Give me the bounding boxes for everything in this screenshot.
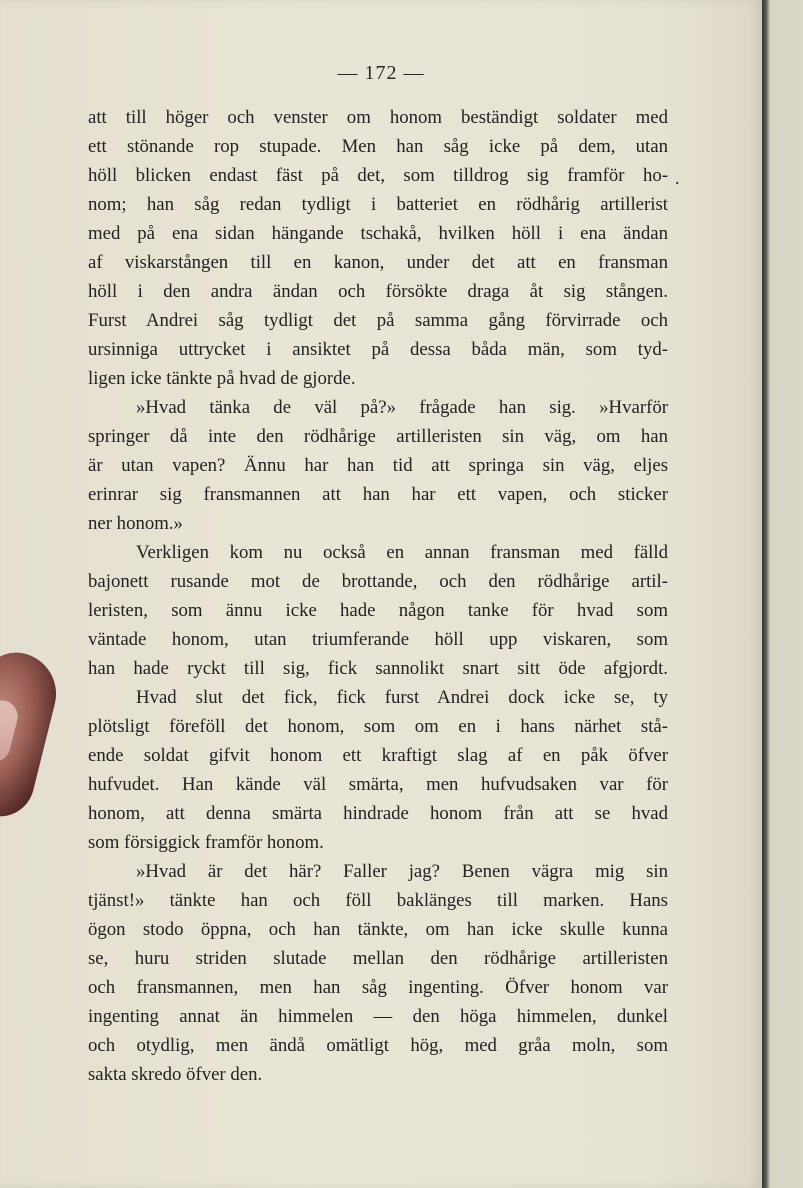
text-line: hufvudet. Han kände väl smärta, men hufvudsaken var för — [88, 774, 668, 795]
text-line: höll i den andra ändan och försökte draga åt sig stången. — [88, 281, 668, 302]
text-line: höll blicken endast fäst på det, som tilldrog sig framför ho- — [88, 165, 668, 186]
text-line: han hade ryckt till sig, fick sannolikt snart sitt öde afgjordt. — [88, 658, 668, 679]
page-number: — 172 — — [337, 62, 425, 84]
text-line: med på ena sidan hängande tschakå, hvilken höll i ena ändan — [88, 223, 668, 244]
text-line: ett stönande rop stupade. Men han såg icke på dem, utan — [88, 136, 668, 157]
text-line: bajonett rusande mot de brottande, och den rödhårige artil- — [88, 571, 668, 592]
text-line: honom, att denna smärta hindrade honom från att se hvad — [88, 803, 668, 824]
text-line: »Hvad tänka de väl på?» frågade han sig. »Hvarför — [136, 397, 668, 418]
text-line: tjänst!» tänkte han och föll baklänges till marken. Hans — [88, 890, 668, 911]
text-line: väntade honom, utan triumferande höll upp viskaren, som — [88, 629, 668, 650]
text-line: springer då inte den rödhårige artilleristen sin väg, om han — [88, 426, 668, 447]
text-line: att till höger och venster om honom beständigt soldater med — [88, 107, 668, 128]
text-line: nom; han såg redan tydligt i batteriet en rödhårig artillerist — [88, 194, 668, 215]
text-line: af viskarstången till en kanon, under det att en fransman — [88, 252, 668, 273]
text-line: och otydlig, men ändå omätligt hög, med gråa moln, som — [88, 1035, 668, 1056]
text-line: ner honom.» — [88, 513, 183, 534]
text-line: ögon stodo öppna, och han tänkte, om han icke skulle kunna — [88, 919, 668, 940]
text-line: se, huru striden slutade mellan den rödhårige artilleristen — [88, 948, 668, 969]
text-line: erinrar sig fransmannen att han har ett vapen, och sticker — [88, 484, 668, 505]
body-text — [88, 103, 668, 1089]
text-line: ligen icke tänkte på hvad de gjorde. — [88, 368, 356, 389]
text-line: Verkligen kom nu också en annan fransman med fälld — [136, 542, 668, 563]
text-line: ende soldat gifvit honom ett kraftigt slag af en påk öfver — [88, 745, 668, 766]
text-line: leristen, som ännu icke hade någon tanke för hvad som — [88, 600, 668, 621]
text-line: som försiggick framför honom. — [88, 832, 324, 853]
text-line: ingenting annat än himmelen — den höga himmelen, dunkel — [88, 1006, 668, 1027]
text-line: är utan vapen? Ännu har han tid att springa sin väg, eljes — [88, 455, 668, 476]
text-line: Furst Andrei såg tydligt det på samma gång förvirrade och — [88, 310, 668, 331]
text-line: Hvad slut det fick, fick furst Andrei dock icke se, ty — [136, 687, 668, 708]
text-line: ursinniga uttrycket i ansiktet på dessa båda män, som tyd- — [88, 339, 668, 360]
margin-mark: . — [675, 168, 680, 188]
text-line: »Hvad är det här? Faller jag? Benen vägra mig sin — [136, 861, 668, 882]
text-line: och fransmannen, men han såg ingenting. Öfver honom var — [88, 977, 668, 998]
text-line: plötsligt föreföll det honom, som om en i hans närhet stå- — [88, 716, 668, 737]
text-line: sakta skredo öfver den. — [88, 1064, 263, 1085]
next-page-edge — [762, 0, 803, 1188]
